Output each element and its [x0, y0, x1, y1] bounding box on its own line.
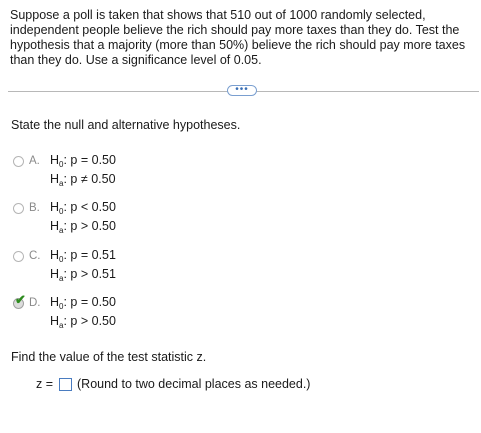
answer-row	[36, 377, 310, 391]
null-hypothesis: $H_0$: p = 0.50	[50, 295, 116, 311]
alternative-hypothesis: $H_a$: p > 0.50	[50, 219, 116, 235]
option-b[interactable]	[13, 200, 313, 240]
option-letter: C.	[29, 250, 41, 262]
z-label: z =	[36, 377, 54, 391]
option-letter: A.	[29, 155, 40, 167]
null-hypothesis: $H_0$: p = 0.50	[50, 153, 116, 169]
more-button[interactable]: •••	[227, 85, 257, 96]
radio-button[interactable]	[13, 203, 24, 214]
null-hypothesis: $H_0$: p = 0.51	[50, 248, 116, 264]
checkmark-icon: ✔	[15, 292, 26, 307]
alternative-hypothesis: $H_a$: p > 0.50	[50, 314, 116, 330]
rounding-hint: (Round to two decimal places as needed.)	[77, 377, 311, 391]
hypotheses-prompt: State the null and alternative hypotheses.	[11, 118, 241, 132]
problem-text: Suppose a poll is taken that shows that 510 out of 1000 randomly selected, independent people believe the rich should pay more taxes than they do. Test the hypothesis that a majority (more than 50%) believe the rich should pay more taxes than they do. Use a significance level of 0.05.	[10, 8, 466, 67]
option-d[interactable]	[13, 292, 313, 335]
alternative-hypothesis: $H_a$: p > 0.51	[50, 267, 116, 283]
option-letter: D.	[29, 297, 41, 309]
radio-button[interactable]	[13, 251, 24, 262]
option-a[interactable]	[13, 153, 313, 193]
option-c[interactable]	[13, 248, 313, 288]
option-letter: B.	[29, 202, 40, 214]
alternative-hypothesis: $H_a$: p ≠ 0.50	[50, 172, 116, 188]
test-statistic-prompt: Find the value of the test statistic z.	[11, 350, 207, 364]
radio-button[interactable]	[13, 156, 24, 167]
null-hypothesis: $H_0$: p < 0.50	[50, 200, 116, 216]
z-answer-input[interactable]	[59, 378, 72, 391]
